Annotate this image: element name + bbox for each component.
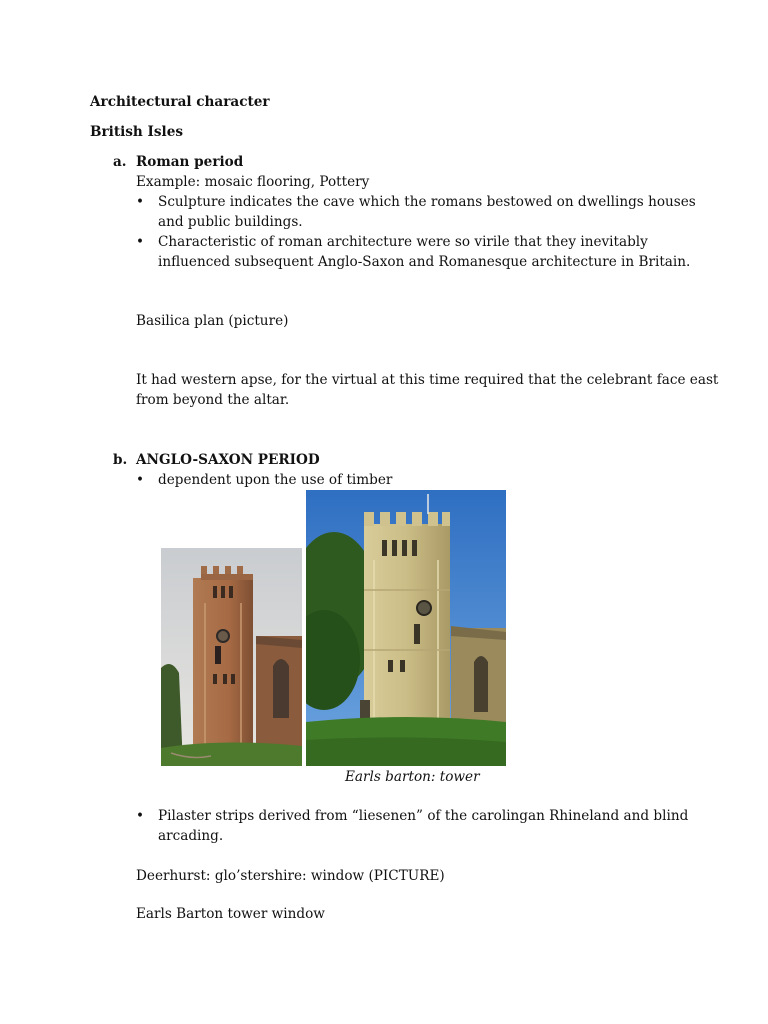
earls-barton-tower-photo-right bbox=[306, 490, 506, 766]
region-heading: British Isles bbox=[90, 124, 184, 140]
section-a-marker: a. bbox=[113, 154, 127, 170]
section-b-title: ANGLO-SAXON PERIOD bbox=[136, 452, 320, 468]
section-a-bullet-1-line-2: and public buildings. bbox=[158, 214, 303, 230]
section-a-bullet-1-line-1: Sculpture indicates the cave which the romans bestowed on dwellings houses bbox=[158, 194, 696, 210]
apse-text-line-1: It had western apse, for the virtual at this time required that the celebrant face east bbox=[136, 372, 719, 388]
section-b-marker: b. bbox=[113, 452, 128, 468]
document-heading: Architectural character bbox=[90, 94, 270, 110]
earls-barton-window-note: Earls Barton tower window bbox=[136, 906, 325, 922]
tower-photo-right-image bbox=[306, 490, 506, 766]
section-a-bullet-2-line-2: influenced subsequent Anglo-Saxon and Romanesque architecture in Britain. bbox=[158, 254, 691, 270]
section-b-bullet-2-line-2: arcading. bbox=[158, 828, 224, 844]
section-b-bullet-1: dependent upon the use of timber bbox=[158, 472, 393, 488]
section-a-title: Roman period bbox=[136, 154, 244, 170]
bullet-glyph: • bbox=[136, 808, 145, 824]
photo-caption: Earls barton: tower bbox=[345, 769, 480, 785]
apse-text-line-2: from beyond the altar. bbox=[136, 392, 290, 408]
basilica-plan-note: Basilica plan (picture) bbox=[136, 313, 289, 329]
section-a-bullet-2-line-1: Characteristic of roman architecture were so virile that they inevitably bbox=[158, 234, 648, 250]
bullet-glyph: • bbox=[136, 194, 145, 210]
earls-barton-tower-photo-left bbox=[161, 548, 302, 766]
tower-photo-left-image bbox=[161, 548, 302, 766]
deerhurst-window-note: Deerhurst: glo’stershire: window (PICTURE) bbox=[136, 868, 445, 884]
bullet-glyph: • bbox=[136, 472, 145, 488]
section-b-bullet-2-line-1: Pilaster strips derived from “liesenen” of the carolingan Rhineland and blind bbox=[158, 808, 689, 824]
bullet-glyph: • bbox=[136, 234, 145, 250]
section-a-example: Example: mosaic flooring, Pottery bbox=[136, 174, 370, 190]
